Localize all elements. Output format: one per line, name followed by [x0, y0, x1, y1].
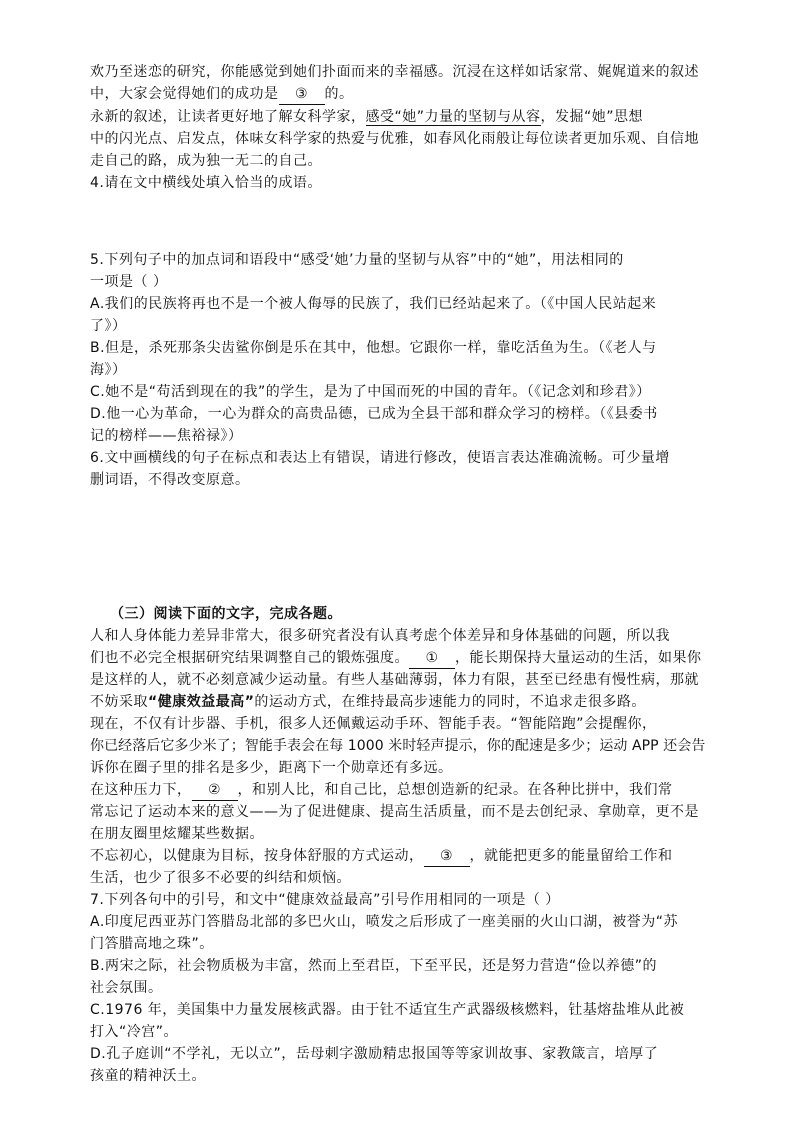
text-span: 的。 — [324, 86, 354, 102]
text-line — [90, 107, 643, 127]
text-span: 中，大家会觉得她们的成功是 — [90, 86, 279, 102]
answer-blank: ③ — [279, 84, 325, 105]
text-span: 的运动方式，在维持最高步速能力的同时，不追求走很多路。 — [254, 694, 646, 710]
text-line — [90, 84, 354, 105]
answer-blank: ② — [192, 780, 238, 801]
text-line: 中的闪光点、启发点，体味女科学家的热爱与优雅，如春风化雨般让每位读者更加乐观、自信地 — [90, 131, 699, 147]
text-span: 不妨采取 — [90, 694, 148, 710]
text-line: 现在，不仅有计步器、手机，很多人还佩戴运动手环、智能手表。“智能陪跑”会提醒你， — [90, 716, 657, 732]
text-line: 生活，也少了很多不必要的纠结和烦恼。 — [90, 870, 351, 886]
text-line: 人和人身体能力差异非常大，很多研究者没有认真考虑个体差异和身体基础的问题，所以我 — [90, 628, 670, 644]
text-span: 永新的叙述，让读者更好地了解女科学家， — [90, 109, 366, 125]
text-span: ，就能把更多的能量留给工作和 — [469, 848, 673, 864]
option-c: C.1976 年，美国集中力量发展核武器。由于钍不适宜生产武器级核燃料，钍基熔盐堆从此被 — [90, 1002, 685, 1018]
text-line: 欢乃至迷恋的研究，你能感觉到她们扑面而来的幸福感。沉浸在这样如话家常、娓娓道来的叙述 — [90, 64, 699, 80]
text-line — [90, 692, 646, 712]
bold-phrase: “健康效益最高” — [148, 694, 255, 710]
option-b: B.但是，杀死那条尖齿鲨你倒是乐在其中，他想。它跟你一样，靠吃活鱼为生。（《老人与 — [90, 340, 657, 356]
text-line: 记的榜样——焦裕禄》） — [90, 428, 243, 444]
text-line: 孩童的精神沃土。 — [90, 1068, 206, 1084]
option-b: B.两宋之际，社会物质极为丰富，然而上至君臣，下至平民，还是努力营造“俭以养德”的 — [90, 958, 658, 974]
option-c: C.她不是“苟活到现在的我”的学生，是为了中国而死的中国的青年。（《记念刘和珍君》） — [90, 384, 651, 400]
text-span: 们也不必完全根据研究结果调整自己的锻炼强度。 — [90, 650, 409, 666]
text-line: 海》） — [90, 362, 127, 378]
question-7: 7.下列各句中的引号，和文中“健康效益最高”引号作用相同的一项是（ ） — [90, 892, 560, 908]
text-line: 你已经落后它多少米了；智能手表会在每 1000 米时轻声提示，你的配速是多少；运动 APP 还会告 — [90, 738, 706, 754]
text-line: 了》） — [90, 318, 127, 334]
answer-blank: ① — [409, 648, 455, 669]
answer-blank: ③ — [424, 846, 470, 867]
text-line: 一项是（ ） — [90, 274, 168, 290]
text-line: 删词语，不得改变原意。 — [90, 472, 250, 488]
underlined-sentence: 感受“她”力量的坚韧与从容 — [365, 109, 541, 125]
text-line — [90, 780, 673, 801]
option-a: A.我们的民族将再也不是一个被人侮辱的民族了，我们已经站起来了。（《中国人民站起来 — [90, 296, 657, 312]
question-4: 4.请在文中横线处填入恰当的成语。 — [90, 175, 322, 191]
text-line — [90, 648, 702, 669]
text-line: 走自己的路，成为独一无二的自己。 — [90, 153, 322, 169]
text-line: 是这样的人，就不必刻意减少运动量。有些人基础薄弱，体力有限，甚至已经患有慢性病，那就 — [90, 672, 699, 688]
question-6: 6.文中画横线的句子在标点和表达上有错误，请进行修改，使语言表达准确流畅。可少量增 — [90, 450, 670, 466]
option-d: D.他一心为革命，一心为群众的高贵品德，已成为全县干部和群众学习的榜样。（《县委书 — [90, 406, 658, 422]
option-a: A.印度尼西亚苏门答腊岛北部的多巴火山，喷发之后形成了一座美丽的火山口湖，被誉为“苏 — [90, 914, 679, 930]
text-line: 社会氛围。 — [90, 980, 163, 996]
text-line: 在朋友圈里炫耀某些数据。 — [90, 826, 264, 842]
text-line: 打入“冷宫”。 — [90, 1024, 179, 1040]
text-span: ，能长期保持大量运动的生活，如果你 — [455, 650, 702, 666]
section-heading: （三）阅读下面的文字，完成各题。 — [110, 606, 342, 622]
option-d: D.孔子庭训“不学礼，无以立”，岳母刺字激励精忠报国等等家训故事、家教箴言，培厚了 — [90, 1046, 659, 1062]
text-span: 不忘初心，以健康为目标，按身体舒服的方式运动， — [90, 848, 424, 864]
question-5: 5.下列句子中的加点词和语段中“感受‘她’力量的坚韧与从容”中的“她”，用法相同的 — [90, 252, 624, 268]
text-span: ，和别人比，和自己比，总想创造新的纪录。在各种比拼中，我们常 — [237, 782, 673, 798]
text-line: 门答腊高地之珠”。 — [90, 936, 214, 952]
text-span: 在这种压力下， — [90, 782, 192, 798]
text-span: ，发掘“她”思想 — [540, 109, 644, 125]
text-line: 常忘记了运动本来的意义——为了促进健康、提高生活质量，而不是去创纪录、拿勋章，更不是 — [90, 804, 699, 820]
text-line — [90, 846, 673, 867]
text-line: 诉你在圈子里的排名是多少，距离下一个勋章还有多远。 — [90, 760, 453, 776]
